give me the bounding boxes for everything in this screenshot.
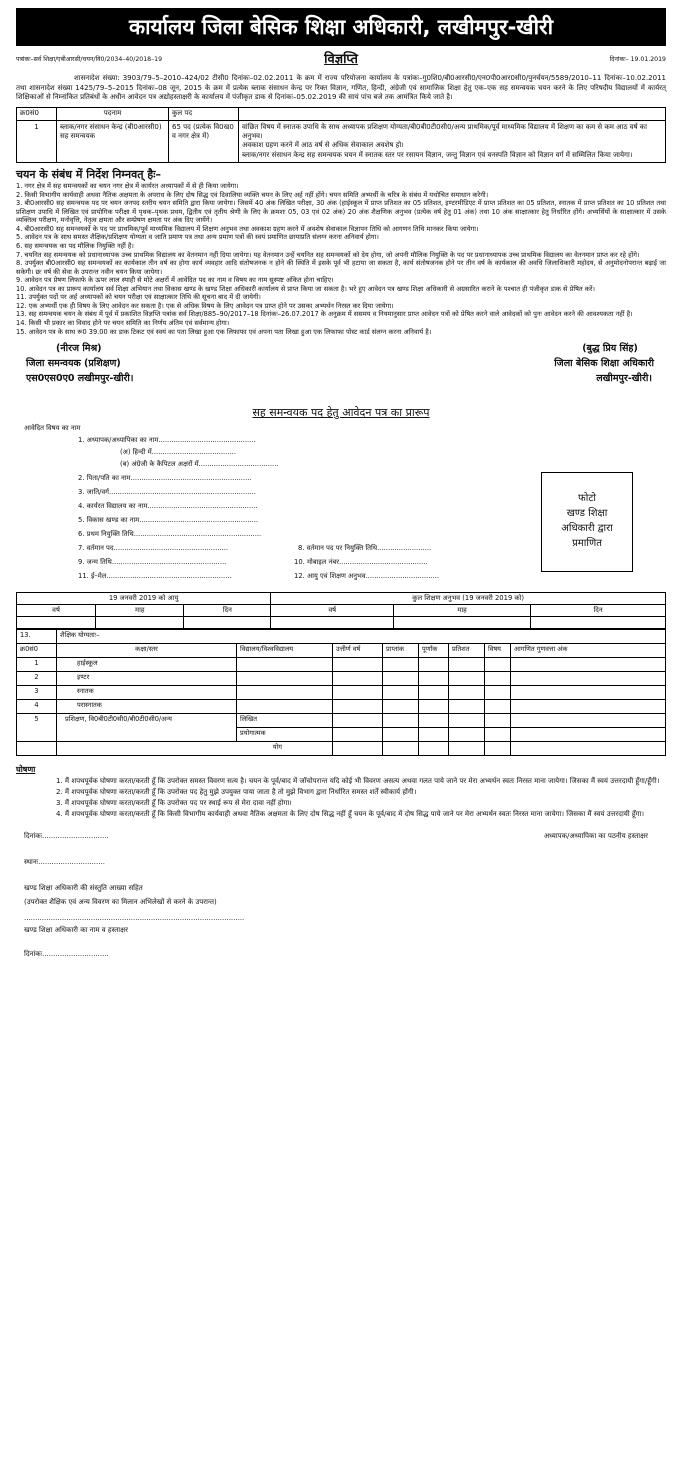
- field-name-hindi: (अ) हिन्दी में.......................................: [120, 447, 236, 456]
- form-title: सह समन्वयक पद हेतु आवेदन पत्र का प्रारूप: [252, 406, 430, 420]
- edu-row-no: 4: [17, 699, 57, 713]
- photo-label: खण्ड शिक्षा: [566, 507, 608, 519]
- edu-section-title: शैक्षिक योग्यताः–: [57, 629, 666, 643]
- subject-label: आवेदित विषय का नाम: [24, 423, 81, 432]
- rule-item: 3. बी0आरसी0 सह समन्वयक पद पर चयन जनपद स्तरीय चयन समिति द्वारा किया जायेगा। जिसमें 40 अंक लिखित परीक्षा, 30 अंक (हाईस्कूल में प्राप्त प्रतिशत का 05 प्रतिशत, इण्टरमीडिएट में प्राप्त प्रतिशत का 05 प्रतिशत, स्नातक में प्राप्त प्रतिशत का 10 प्रतिशत तथा प्रशिक्षण उपाधि में लिखित एवं प्रायोगिक परीक्षा में पृथक–पृथक प्रथम, द्वितीय एवं तृतीय श्रेणी के लिए के क्रमशः 05, 03 एवं 02 अंक) 20 अंक शैक्षणिक अनुभव (प्रत्येक वर्ष हेतु 01 अंक) तथा 10 अंक साक्षात्कार हेतु निर्धारित होंगे। अभ्यर्थियों के साक्षात्कार में उसके व्यक्तित्व परीक्षण, मनोवृत्ति, नेतृत्व क्षमता और सम्प्रेषण क्षमता पर अंक दिए जायेंगे।: [16, 199, 666, 225]
- notice-date: दिनांकः– 19.01.2019: [609, 56, 666, 63]
- exp-months-label: माह: [394, 604, 531, 616]
- edu-col-sno: क्र0सं0: [17, 643, 57, 657]
- declaration-item: 3. मैं शपथपूर्वक घोषणा करता/करती हूँ कि उपरोक्त पद पर स्थाई रूप से मेरा दावा नहीं होगा।: [56, 799, 292, 807]
- field-teacher-name: 1. अध्यापक/अध्यापिका का नाम.............................................: [78, 435, 256, 444]
- edu-section-no: 13.: [17, 629, 57, 643]
- age-years-label: वर्ष: [17, 604, 96, 616]
- date-field: दिनांकः..............................: [24, 831, 109, 840]
- exp-days-label: दिन: [531, 604, 666, 616]
- edu-col-subject: विषय: [485, 643, 511, 657]
- teacher-signature-label: अध्यापक/अध्यापिका का पठनीय हस्ताक्षर: [543, 831, 648, 840]
- rule-item: 2. किसी विभागीय कार्यवाही अथवा नैतिक अक्षमता के अपराध के लिए दोष सिद्ध एवं दिवालिया व्यक्ति चयन के लिए अर्ह नहीं होंगे। चयन समिति अभ्यर्थी के चरित्र के संबंध में यथोचित समाधान करेगी।: [16, 190, 489, 199]
- rule-item: 8. उपर्युक्त बी0आरसी0 सह समन्वयकों का कार्यकाल तीन वर्ष का होगा कार्य व्यवहार आदि संतोषजनक न होने की स्थिति में इसके पूर्व भी हटाया जा सकता है, कार्य संतोषजनक होने पर तीन वर्ष के कार्यकाल की अवधि जिलाधिकारी महोदय, से अनुमोदनोपरान्त बढ़ाई जा सकेगी। छः वर्ष की सेवा के उपरान्त नवीन चयन किया जायेगा।: [16, 259, 667, 276]
- office-title: कार्यालय जिला बेसिक शिक्षा अधिकारी, लखीमपुर-खीरी: [16, 8, 666, 46]
- photo-label: अधिकारी द्वारा: [561, 522, 613, 534]
- post-detail-science: ब्लाक/नगर संसाधन केन्द्र सह समन्वयक चयन में स्नातक स्तर पर रसायन विज्ञान, जन्तु विज्ञान एवं वनस्पति विज्ञान को विज्ञान वर्ग में सम्मिलित किया जायेगा।: [242, 150, 633, 159]
- field-dob: 9. जन्म तिथि.....................................................: [78, 557, 227, 566]
- table-row: [17, 699, 666, 713]
- exp-years-cell: [271, 616, 394, 628]
- edu-total-label: योग: [57, 741, 333, 755]
- declaration-item: 4. मैं शपथपूर्वक घोषणा करता/करती हूँ कि किसी विभागीय कार्यवाही अथवा नैतिक अक्षमता के लिए दोष सिद्ध नहीं हूँ चयन के पूर्व/बाद में दोष सिद्ध पाये जाने पर मेरा अभ्यर्थन स्वतः निरस्त माना जायेगा। जिसका मैं स्वयं उत्तरदायी हूँगा।: [56, 809, 645, 818]
- field-first-appointment: 6. प्रथम नियुक्ति तिथि...........................................................: [78, 529, 262, 538]
- field-current-post: 7. वर्तमान पद.....................................................: [78, 543, 229, 552]
- edu-col-max: पूर्णांक: [419, 643, 449, 657]
- intro-paragraph: [16, 74, 666, 103]
- post-details: [239, 120, 666, 163]
- photo-label: फोटो: [578, 492, 596, 504]
- beo-recommendation-label: खण्ड शिक्षा अधिकारी की संस्तुति आख्या सहित: [24, 883, 143, 892]
- post-col-name: पदनाम: [57, 107, 169, 120]
- post-sno: 1: [17, 120, 57, 163]
- edu-practical-label: प्रयोगात्मक: [237, 727, 333, 741]
- post-name: ब्लाक/नगर संसाधन केन्द्र (बी0आरसी0) सह समन्वयक: [57, 120, 169, 163]
- field-email: 11. ई–मेल..........................................................: [78, 571, 232, 580]
- rule-item: 5. आवेदन पत्र के साथ समस्त शैक्षिक/प्रशिक्षण योग्यता व जाति प्रमाण पत्र तथा अन्य प्रमाण पत्रों की स्वयं प्रमाणित छायाप्रति संलग्न करना अनिवार्य होगा।: [16, 233, 379, 242]
- rules-list: [16, 182, 666, 336]
- rule-item: 4. बी0आरसी0 सह समन्वयकों के पद पर प्राथमिक/पूर्व माध्यमिक विद्यालय में शिक्षण अनुभव तथा अवकाश ग्रहण करने में अवशेष सेवाकाल विज्ञापन तिथि को आगणन तिथि मानकर किया जायेगा।: [16, 224, 479, 233]
- edu-row-level: परास्नातक: [57, 699, 237, 713]
- edu-row-level: स्नातक: [57, 685, 237, 699]
- signature-left: [26, 342, 134, 386]
- edu-written-label: लिखित: [237, 713, 333, 727]
- beo-signature-label: खण्ड शिक्षा अधिकारी का नाम व हस्ताक्षर: [24, 925, 128, 934]
- table-row: [17, 741, 666, 755]
- edu-col-marks: प्राप्तांक: [383, 643, 419, 657]
- rule-item: 15. आवेदन पत्र के साथ रू0 39.00 का डाक टिकट एवं स्वयं का पता लिखा हुआ एक लिफाफा एवं अपना पता लिखा हुआ एक लिफाफा पोस्ट कार्ड संलग्न करना अनिवार्य है।: [16, 327, 432, 336]
- education-table: [16, 629, 666, 756]
- table-row: [17, 671, 666, 685]
- edu-col-percent: प्रतिशत: [449, 643, 485, 657]
- signatory-name: (नीरज मिश्र): [56, 343, 102, 355]
- signatory-designation: जिला बेसिक शिक्षा अधिकारी: [554, 357, 654, 369]
- field-school: 4. कार्यरत विद्यालय का नाम...................................................: [78, 501, 258, 510]
- rule-item: 9. आवेदन पत्र प्रेषण लिफाफे के ऊपर लाल स्याही से मोटे अक्षरों में आवेदित पद का नाम व विषय का नाम सुस्पष्ट अंकित होना चाहिए।: [16, 276, 334, 285]
- field-mobile: 10. मोबाइल नंबर.........................................: [294, 557, 428, 566]
- recommendation-line: ...................................................................................................: [24, 913, 245, 922]
- exp-years-label: वर्ष: [271, 604, 394, 616]
- declaration-item: 1. मैं शपथपूर्वक घोषणा करता/करती हूँ कि उपरोक्त समस्त विवरण सत्य है। चयन के पूर्व/बाद में जॉचोपरान्त यदि कोई भी विवरण असत्य अथवा गलत पाये जाने पर मेरा अभ्यर्थन स्वतः निरस्त माना जायेगा। जिसका मैं स्वयं उत्तरदायी हूँगा/हूँगी।: [56, 777, 660, 786]
- table-row: [17, 657, 666, 671]
- post-col-details: [239, 107, 666, 120]
- signatory-office: एस0एस0ए0 लखीमपुर-खीरी।: [26, 372, 134, 384]
- beo-recommendation-note: (उपरोक्त शैक्षिक एवं अन्य विवरण का मिलान अभिलेखों से करने के उपरान्त): [24, 897, 217, 906]
- post-total: 65 पद (प्रत्येक वि0ख0 व नगर क्षेत्र में): [169, 120, 239, 163]
- table-row: [17, 713, 666, 727]
- age-experience-table: [16, 592, 666, 629]
- edu-row-level: इण्टर: [57, 671, 237, 685]
- photo-label: प्रमाणित: [572, 537, 602, 549]
- experience-header: कुल शिक्षण अनुभव (19 जनवरी 2019 को): [271, 592, 666, 604]
- signatory-name: (बुद्ध प्रिय सिंह): [582, 343, 638, 355]
- date-field: दिनांकः..............................: [24, 949, 109, 958]
- declaration-item: 2. मैं शपथपूर्वक घोषणा करता/करती हूँ कि उपरोक्त पद हेतु मुझे उपयुक्त पाया जाता है तो मुझे विभाग द्वारा निर्धारित समस्त शर्तें स्वीकार्य होंगी।: [56, 788, 417, 797]
- form-footer: [16, 820, 666, 970]
- post-table: [16, 107, 666, 164]
- rule-item: 12. एक अभ्यर्थी एक ही विषय के लिए आवेदन कर सकता है। एक से अधिक विषय के लिए आवेदन पत्र प्राप्त होने पर उसका अभ्यर्थन निरस्त कर दिया जायेगा।: [16, 301, 394, 310]
- edu-col-quality: आगणित गुणवत्ता अंक: [511, 643, 666, 657]
- signatory-office: लखीमपुर-खीरी।: [596, 372, 652, 384]
- edu-row-no: 1: [17, 657, 57, 671]
- rule-item: 10. आवेदन पत्र का प्रारूप कार्यालय सर्व शिक्षा अभियान तथा विकास खण्ड के खण्ड शिक्षा अधिकारी कार्यालय से प्राप्त किया जा सकता है। भरे हुए आवेदन पत्र खण्ड शिक्षा अधिकारी से अग्रसारित कराने के पश्चात ही पंजीकृत डाक से प्रेषित करें।: [16, 284, 595, 293]
- age-header: 19 जनवरी 2019 को आयु: [17, 592, 271, 604]
- signature-right: [554, 342, 654, 386]
- rule-item: 11. उपर्युक्त पदों पर अर्ह अध्यापकों को चयन परीक्षा एवं साक्षात्कार तिथि की सूचना बाद में दी जायेगी।: [16, 293, 261, 302]
- field-father-name: 2. पिता/पति का नाम........................................................: [78, 473, 252, 482]
- exp-months-cell: [394, 616, 531, 628]
- post-detail-qualification: वांछित विषय में स्नातक उपाधि के साथ अध्यापक प्रशिक्षण योग्यता/बी0बी0टी0सी0/अन्य प्राथमिक/पूर्व माध्यमिक विद्यालय में शिक्षण का कम से कम आठ वर्ष का अनुभव।: [242, 122, 647, 140]
- field-block: 5. विकास खण्ड का नाम.......................................................: [78, 515, 259, 524]
- declaration: [16, 764, 666, 820]
- signature-block: [16, 342, 666, 404]
- post-detail-service: अवकाश ग्रहण करने में आठ वर्ष से अधिक सेवाकाल अवशेष हो।: [242, 141, 404, 150]
- age-days-label: दिन: [184, 604, 271, 616]
- rule-item: 13. सह समन्वयक चयन के संबंध में पूर्व में प्रकाशित विज्ञप्ति पत्रांक सर्व शिक्षा/885–90/2017–18 दिनांकः–26.07.2017 के अनुक्रम में ससमय व नियमानुसार प्राप्त आवेदन पत्रों को प्रेषित करने वाले आवेदकों को पुनः आवेदन करने की आवश्यकता नहीं है।: [16, 310, 633, 319]
- post-col-total: कुल पद: [169, 107, 239, 120]
- place-field: स्थानः..............................: [24, 857, 105, 866]
- edu-row-no: 2: [17, 671, 57, 685]
- field-name-english: (ब) अंग्रेजी के कैपिटल अक्षरों में.....................................: [120, 459, 279, 468]
- edu-row-no: 3: [17, 685, 57, 699]
- table-row: [17, 685, 666, 699]
- rule-item: 1. नगर क्षेत्र में सह समन्वयकों का चयन नगर क्षेत्र में कार्यरत अध्यापकों में से ही किया जायेगा।: [16, 182, 239, 191]
- field-current-post-date: 8. वर्तमान पद पर नियुक्ति तिथि.........................: [298, 543, 432, 552]
- declaration-title: घोषणा: [16, 764, 36, 774]
- field-caste: 3. जाति/वर्ग....................................................................: [78, 487, 256, 496]
- photo-box: [541, 472, 633, 572]
- letter-number: पत्रांकः–सर्व शिक्षा/एबीआरसी/चयन/वि0/2034–40/2018–19: [16, 56, 163, 63]
- edu-row-level: हाईस्कूल: [57, 657, 237, 671]
- notice-heading: विज्ञप्ति: [324, 52, 358, 67]
- age-years-cell: [17, 616, 96, 628]
- rule-item: 7. चयनित सह समन्वयक को प्रधानाध्यापक उच्च प्राथमिक विद्यालय का वेतनमान नहीं दिया जायेगा। यह वेतनमान उन्हें चयनित सह समन्वयकों को देय होगा, जो अपनी मौलिक नियुक्ति के पद पर प्रधानाध्यापक उच्च प्राथमिक विद्यालय का वेतनमान प्राप्त कर रहे होंगे।: [16, 250, 640, 259]
- post-col-sno: क्र0सं0: [17, 107, 57, 120]
- signatory-designation: जिला समन्वयक (प्रशिक्षण): [26, 357, 121, 369]
- edu-row-level: प्रशिक्षण, वि0बी0टी0सी0/बी0टी0सी0/अन्य: [57, 713, 237, 741]
- edu-row-no: 5: [17, 713, 57, 741]
- application-form: [16, 420, 666, 590]
- edu-col-year: उत्तीर्ण वर्ष: [333, 643, 383, 657]
- rule-item: 6. सह समन्वयक का पद मौलिक नियुक्ति नहीं है।: [16, 241, 134, 250]
- age-months-label: माह: [96, 604, 184, 616]
- field-age-experience: 12. आयु एवं शिक्षण अनुभव..................................: [294, 571, 440, 580]
- exp-days-cell: [531, 616, 666, 628]
- rules-title: चयन के संबंध में निर्देश निम्नवत् हैः–: [16, 168, 161, 182]
- edu-col-level: कक्षा/स्तर: [57, 643, 237, 657]
- age-months-cell: [96, 616, 184, 628]
- edu-col-institution: विद्यालय/विश्वविद्यालय: [237, 643, 333, 657]
- intro-text: शासनादेश संख्या: 3903/79–5–2010–424/02 टीसी0 दिनांकः–02.02.2011 के क्रम में राज्य परियोजना कार्यालय के पत्रांकः–गु0शि0/बी0आरसी0/एन0पी0आर0सी0/पुनर्चयन/5589/2010–11 दिनांकः–10.02.2011 तथा शासनादेश संख्या 1425/79–5–2015 दिनांकः–08 जून, 2015 के क्रम में प्रत्येक ब्लाक संसाधन केन्द्र पर रिक्त विज्ञान, गणित, हिन्दी, अंग्रेजी एवं सामाजिक शिक्षा हेतु एक–एक सह समन्वयक चयन करने के लिए परिषदीय विद्यालयों में कार्यरत् शिक्षिकाओं से निम्नांकित प्रतिबंधों के अधीन आवेदन पत्र अद्योहस्ताक्षरी के कार्यालय में पंजीकृत डाक से दिनांकः–05.02.2019 की सायं पांच बजे तक आमंत्रित किये जाते है।: [16, 74, 666, 102]
- age-days-cell: [184, 616, 271, 628]
- notice-subheader: [16, 52, 666, 72]
- rule-item: 14. किसी भी प्रकार का विवाद होने पर चयन समिति का निर्णय अंतिम एवं सर्वमान्य होगा।: [16, 319, 230, 328]
